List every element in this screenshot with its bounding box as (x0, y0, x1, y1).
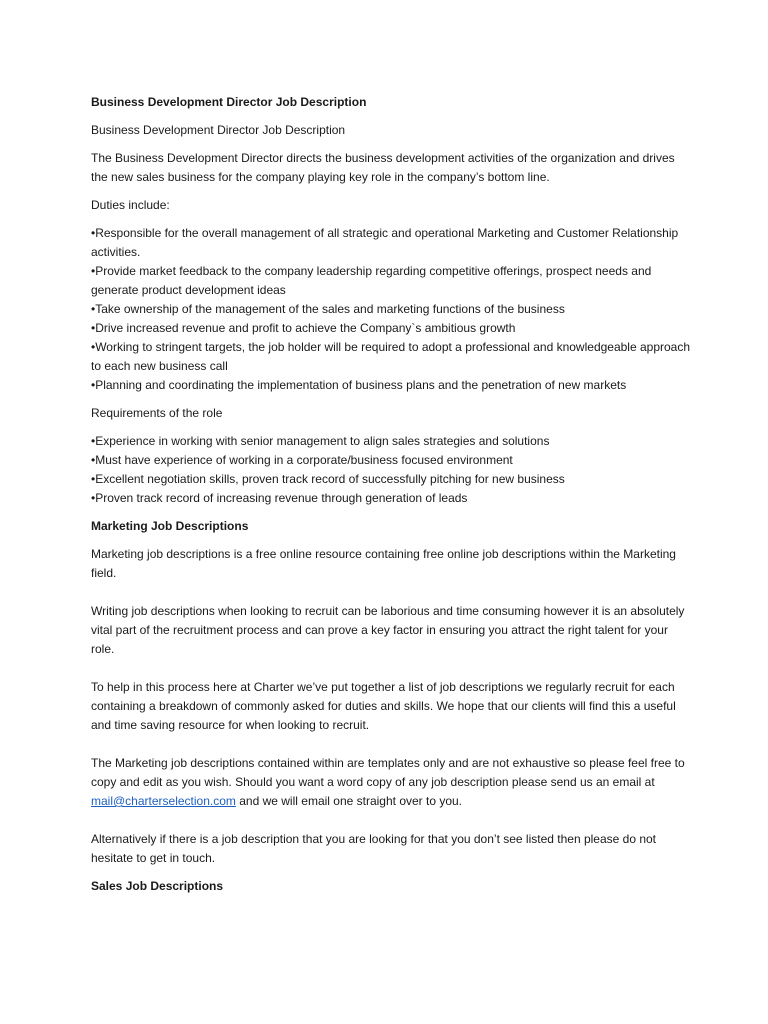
marketing-paragraph-4 (91, 754, 691, 811)
marketing-paragraph-4-tail: and we will email one straight over to you. (235, 794, 463, 808)
document-subtitle: Business Development Director Job Description (91, 123, 346, 137)
list-item: •Working to stringent targets, the job holder will be required to adopt a professional and knowledgeable approach to each new business call (91, 340, 691, 373)
list-item: •Must have experience of working in a corporate/business focused environment (91, 453, 513, 467)
email-link[interactable]: mail@charterselection.com (91, 794, 236, 808)
list-item: •Planning and coordinating the implementation of business plans and the penetration of new markets (91, 378, 627, 392)
marketing-paragraph-2: Writing job descriptions when looking to recruit can be laborious and time consuming however it is an absolutely vital part of the recruitment process and can prove a key factor in ensuring you attract the right talent for your role. (91, 604, 685, 656)
requirements-heading: Requirements of the role (91, 406, 223, 420)
list-item: •Experience in working with senior management to align sales strategies and solutions (91, 434, 550, 448)
duties-list (91, 224, 691, 395)
document-page (91, 93, 691, 905)
document-title: Business Development Director Job Description (91, 95, 367, 109)
marketing-heading: Marketing Job Descriptions (91, 519, 249, 533)
marketing-paragraph-5: Alternatively if there is a job description that you are looking for that you don’t see listed then please do not hesitate to get in touch. (91, 832, 657, 865)
requirements-list (91, 432, 691, 508)
intro-paragraph: The Business Development Director directs the business development activities of the organization and drives the new sales business for the company playing key role in the company’s bottom line. (91, 151, 675, 184)
list-item: •Provide market feedback to the company leadership regarding competitive offerings, prospect needs and generate product development ideas (91, 264, 652, 297)
list-item: •Excellent negotiation skills, proven track record of successfully pitching for new business (91, 472, 565, 486)
list-item: •Take ownership of the management of the sales and marketing functions of the business (91, 302, 565, 316)
marketing-paragraph-1: Marketing job descriptions is a free online resource containing free online job descriptions within the Marketing field. (91, 547, 676, 580)
marketing-paragraph-3: To help in this process here at Charter we’ve put together a list of job descriptions we regularly recruit for each containing a breakdown of commonly asked for duties and skills. We hope that our clients will find this a useful and time saving resource for when looking to recruit. (91, 680, 676, 732)
list-item: •Drive increased revenue and profit to achieve the Company`s ambitious growth (91, 321, 516, 335)
list-item: •Proven track record of increasing revenue through generation of leads (91, 491, 468, 505)
list-item: •Responsible for the overall management of all strategic and operational Marketing and Customer Relationship activities. (91, 226, 679, 259)
duties-heading: Duties include: (91, 198, 170, 212)
marketing-paragraph-4-text: The Marketing job descriptions contained within are templates only and are not exhaustive so please feel free to copy and edit as you wish. Should you want a word copy of any job description please send us an email at (91, 756, 685, 789)
sales-heading: Sales Job Descriptions (91, 879, 224, 893)
